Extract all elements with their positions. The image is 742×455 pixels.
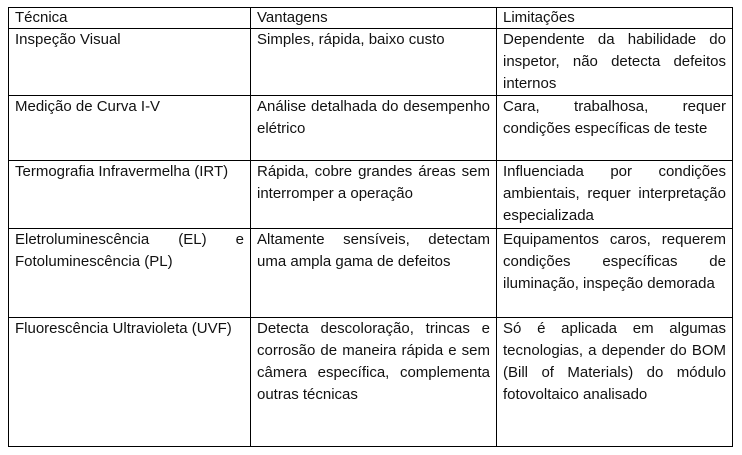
- header-limitacoes: Limitações: [497, 8, 733, 29]
- cell-vantagens: Análise detalhada do desempenho elétrico: [251, 96, 497, 160]
- cell-vantagens: Detecta descoloração, trincas e corrosão de maneira rápida e sem câmera específica, complementa outras técnicas: [251, 318, 497, 447]
- cell-tecnica: Eletroluminescência (EL) e Fotoluminescência (PL): [9, 229, 251, 318]
- table-row: [9, 318, 733, 447]
- techniques-comparison-table: [8, 7, 733, 447]
- cell-vantagens: Altamente sensíveis, detectam uma ampla gama de defeitos: [251, 229, 497, 318]
- table-row: [9, 29, 733, 96]
- table-header-row: [9, 8, 733, 29]
- cell-limitacoes: Dependente da habilidade do inspetor, não detecta defeitos internos: [497, 29, 733, 96]
- cell-tecnica: Inspeção Visual: [9, 29, 251, 96]
- cell-limitacoes: Cara, trabalhosa, requer condições específicas de teste: [497, 96, 733, 160]
- comparison-table-container: [8, 7, 732, 447]
- table-row: [9, 160, 733, 228]
- header-tecnica: Técnica: [9, 8, 251, 29]
- cell-vantagens: Rápida, cobre grandes áreas sem interromper a operação: [251, 160, 497, 228]
- table-row: [9, 229, 733, 318]
- cell-limitacoes: Equipamentos caros, requerem condições específicas de iluminação, inspeção demorada: [497, 229, 733, 318]
- cell-limitacoes: Só é aplicada em algumas tecnologias, a depender do BOM (Bill of Materials) do módulo fotovoltaico analisado: [497, 318, 733, 447]
- header-vantagens: Vantagens: [251, 8, 497, 29]
- cell-vantagens: Simples, rápida, baixo custo: [251, 29, 497, 96]
- cell-tecnica: Medição de Curva I-V: [9, 96, 251, 160]
- cell-limitacoes: Influenciada por condições ambientais, requer interpretação especializada: [497, 160, 733, 228]
- table-row: [9, 96, 733, 160]
- cell-tecnica: Termografia Infravermelha (IRT): [9, 160, 251, 228]
- cell-tecnica: Fluorescência Ultravioleta (UVF): [9, 318, 251, 447]
